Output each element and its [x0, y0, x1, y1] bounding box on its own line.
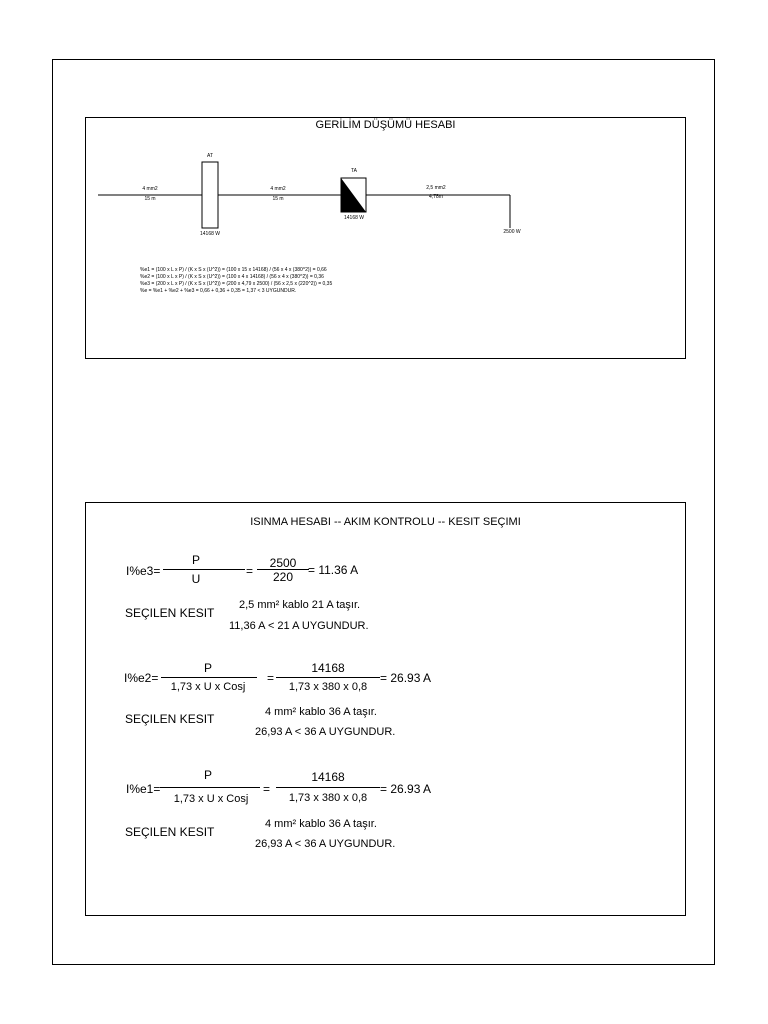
e3-denominator-1: U — [191, 572, 201, 586]
fraction-bar — [276, 677, 380, 678]
single-line-diagram — [85, 117, 686, 359]
formula-line: %e3 = (200 x L x P) / (K x S x (U^2)) = (200 x 4,79 x 2500) / (56 x 2,5 x (220^2)) = 0,35 — [140, 281, 333, 287]
e1-numerator-1: P — [203, 768, 212, 782]
e1-kesit-line-2: 26,93 A < 36 A UYGUNDUR. — [255, 838, 396, 850]
e1-kesit-line-1: 4 mm² kablo 36 A taşır. — [265, 818, 377, 830]
e1-numerator-2: 14168 — [311, 770, 345, 784]
e2-denominator-1: 1,73 x U x Cosj — [170, 681, 246, 693]
e3-numerator-1: P — [191, 553, 200, 567]
e1-denominator-1: 1,73 x U x Cosj — [173, 793, 249, 805]
e1-result: = 26.93 A — [380, 782, 432, 796]
seg1-length: 15 m — [144, 196, 156, 202]
voltage-drop-title: GERİLİM DÜŞÜMÜ HESABI — [315, 119, 456, 131]
formula-line: %e2 = (100 x L x P) / (K x S x (U^2)) = (100 x 4 x 14168) / (56 x 4 x (380^2)) = 0,36 — [140, 274, 324, 280]
e2-denominator-2: 1,73 x 380 x 0,8 — [288, 681, 368, 693]
seg2-length: 15 m — [272, 196, 284, 202]
load-power: 2500 W — [503, 229, 521, 235]
e1-label: I%e1= — [126, 782, 161, 796]
e2-numerator-2: 14168 — [311, 661, 345, 675]
fraction-bar — [161, 677, 257, 678]
e1-kesit-label: SEÇILEN KESIT — [125, 825, 215, 839]
ta-power: 14168 W — [343, 215, 364, 221]
e3-result: = 11.36 A — [308, 563, 359, 577]
e2-kesit-label: SEÇILEN KESIT — [125, 712, 215, 726]
e3-label: I%e3= — [126, 564, 161, 578]
e2-kesit-line-2: 26,93 A < 36 A UYGUNDUR. — [255, 726, 396, 738]
seg1-section: 4 mm2 — [142, 186, 158, 192]
seg2-section: 4 mm2 — [270, 186, 286, 192]
e3-equals: = — [246, 564, 254, 578]
seg3-section: 2,5 mm2 — [426, 185, 446, 191]
e3-kesit-line-2: 11,36 A < 21 A UYGUNDUR. — [229, 620, 369, 632]
e3-denominator-2: 220 — [272, 570, 294, 584]
e2-numerator-1: P — [203, 661, 212, 675]
at-power: 14168 W — [199, 231, 220, 237]
e3-kesit-line-1: 2,5 mm² kablo 21 A taşır. — [239, 599, 361, 611]
e2-result: = 26.93 A — [380, 671, 432, 685]
ta-label: TA — [350, 168, 358, 174]
formula-line: %e = %e1 + %e2 + %e3 = 0,66 + 0,36 + 0,35 = 1,37 < 3 UYGUNDUR. — [140, 288, 297, 294]
at-label: AT — [206, 153, 214, 159]
heating-title: ISINMA HESABI -- AKIM KONTROLU -- KESIT SEÇIMI — [250, 516, 521, 528]
fraction-bar — [276, 787, 380, 788]
e2-equals: = — [267, 671, 275, 685]
fraction-bar — [163, 569, 245, 570]
e1-equals: = — [263, 782, 271, 796]
e1-denominator-2: 1,73 x 380 x 0,8 — [288, 792, 368, 804]
at-panel-symbol — [202, 162, 218, 228]
e2-kesit-line-1: 4 mm² kablo 36 A taşır. — [265, 706, 377, 718]
e3-numerator-2: 2500 — [269, 556, 297, 570]
e3-kesit-label: SEÇILEN KESIT — [125, 606, 215, 620]
formula-line: %e1 = (100 x L x P) / (K x S x (U^2)) = (100 x 15 x 14168) / (56 x 4 x (380^2)) = 0,66 — [140, 267, 327, 273]
heating-panel — [85, 502, 686, 916]
seg3-length: 4,78m — [429, 194, 443, 200]
fraction-bar — [160, 787, 260, 788]
e2-label: I%e2= — [124, 671, 159, 685]
